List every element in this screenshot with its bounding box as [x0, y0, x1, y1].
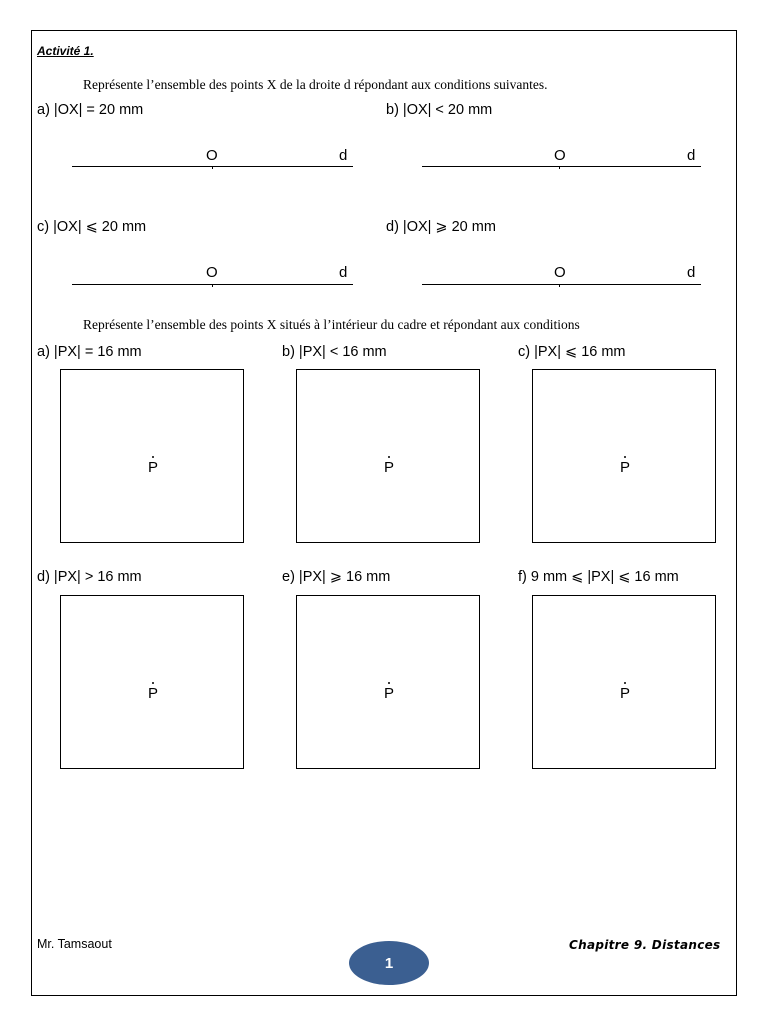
line-exercise-a-origin-tick: [212, 166, 213, 169]
line-exercise-a-line-label: d: [339, 147, 348, 164]
frame-exercise-c-label: c) |PX| ⩽ 16 mm: [518, 344, 626, 360]
frame-exercise-b-point-label: P: [384, 459, 395, 476]
frame-instruction: Représente l’ensemble des points X situés à l’intérieur du cadre et répondant aux conditions: [83, 317, 580, 332]
line-exercise-b-origin-tick: [559, 166, 560, 169]
frame-exercise-a-label: a) |PX| = 16 mm: [37, 344, 142, 360]
frame-exercise-f-point-label: P: [620, 685, 631, 702]
frame-exercise-e-box: [296, 595, 480, 769]
frame-exercise-a-point-dot: [152, 456, 154, 458]
frame-exercise-e-point-dot: [388, 682, 390, 684]
line-exercise-a-point-label: O: [206, 147, 218, 164]
frame-exercise-f-point-dot: [624, 682, 626, 684]
activity-title: Activité 1.: [37, 44, 94, 58]
line-exercise-d-label: d) |OX| ⩾ 20 mm: [386, 219, 496, 235]
line-exercise-d-line: [422, 284, 701, 285]
page-number: 1: [384, 954, 394, 972]
line-exercise-d-point-label: O: [554, 264, 566, 281]
frame-exercise-a-point-label: P: [148, 459, 159, 476]
frame-exercise-d-point-label: P: [148, 685, 159, 702]
frame-exercise-e-point-label: P: [384, 685, 395, 702]
frame-exercise-b-point-dot: [388, 456, 390, 458]
line-exercise-a-label: a) |OX| = 20 mm: [37, 102, 144, 118]
line-exercise-d-line-label: d: [687, 264, 696, 281]
frame-exercise-f-label: f) 9 mm ⩽ |PX| ⩽ 16 mm: [518, 569, 679, 585]
frame-exercise-c-point-dot: [624, 456, 626, 458]
line-exercise-b-point-label: O: [554, 147, 566, 164]
frame-exercise-d-box: [60, 595, 244, 769]
page-number-badge: [349, 941, 429, 985]
frame-exercise-c-point-label: P: [620, 459, 631, 476]
frame-exercise-f-box: [532, 595, 716, 769]
line-exercise-d-origin-tick: [559, 284, 560, 287]
line-exercise-b-line-label: d: [687, 147, 696, 164]
footer-author: Mr. Tamsaout: [37, 937, 112, 951]
line-exercise-c-line-label: d: [339, 264, 348, 281]
frame-exercise-a-box: [60, 369, 244, 543]
line-exercise-c-origin-tick: [212, 284, 213, 287]
frame-exercise-d-point-dot: [152, 682, 154, 684]
line-exercise-c-label: c) |OX| ⩽ 20 mm: [37, 219, 147, 235]
frame-exercise-b-box: [296, 369, 480, 543]
line-instruction: Représente l’ensemble des points X de la droite d répondant aux conditions suivantes.: [83, 77, 548, 92]
line-exercise-b-line: [422, 166, 701, 167]
footer-chapter: Chapitre 9. Distances: [569, 938, 721, 952]
line-exercise-b-label: b) |OX| < 20 mm: [386, 102, 493, 118]
frame-exercise-d-label: d) |PX| > 16 mm: [37, 569, 142, 585]
frame-exercise-b-label: b) |PX| < 16 mm: [282, 344, 387, 360]
frame-exercise-e-label: e) |PX| ⩾ 16 mm: [282, 569, 391, 585]
frame-exercise-c-box: [532, 369, 716, 543]
line-exercise-c-point-label: O: [206, 264, 218, 281]
